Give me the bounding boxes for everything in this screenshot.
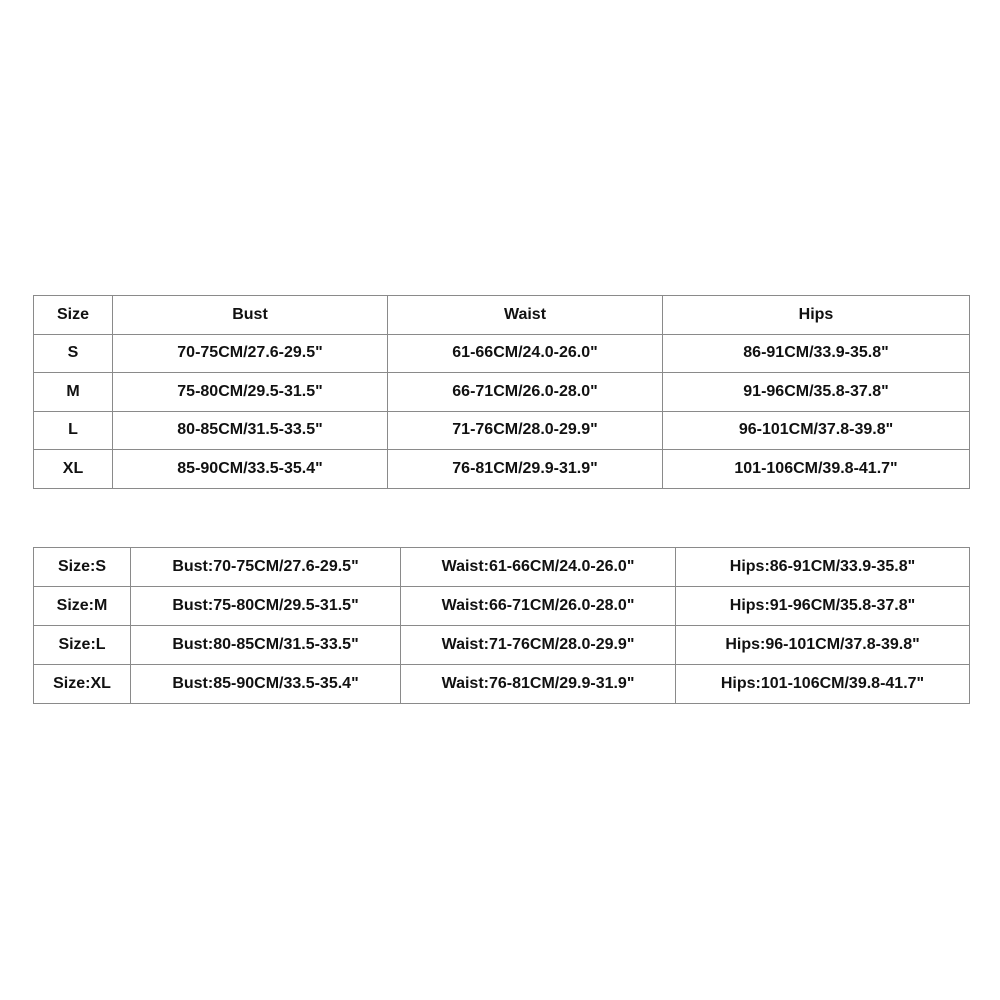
size-cell: XL	[34, 450, 113, 489]
bust-cell: Bust:75-80CM/29.5-31.5"	[131, 587, 401, 626]
size-cell: Size:S	[34, 548, 131, 587]
header-size: Size	[34, 296, 113, 335]
size-cell: Size:L	[34, 626, 131, 665]
table-row	[34, 450, 970, 489]
waist-cell: Waist:61-66CM/24.0-26.0"	[401, 548, 676, 587]
header-waist: Waist	[388, 296, 663, 335]
hips-cell: Hips:91-96CM/35.8-37.8"	[676, 587, 970, 626]
bust-cell: 70-75CM/27.6-29.5"	[113, 334, 388, 373]
hips-cell: 91-96CM/35.8-37.8"	[663, 373, 970, 412]
table-row	[34, 334, 970, 373]
waist-cell: 66-71CM/26.0-28.0"	[388, 373, 663, 412]
table-row	[34, 665, 970, 704]
header-hips: Hips	[663, 296, 970, 335]
waist-cell: Waist:76-81CM/29.9-31.9"	[401, 665, 676, 704]
bust-cell: Bust:80-85CM/31.5-33.5"	[131, 626, 401, 665]
waist-cell: Waist:66-71CM/26.0-28.0"	[401, 587, 676, 626]
bust-cell: 85-90CM/33.5-35.4"	[113, 450, 388, 489]
table-row	[34, 373, 970, 412]
bust-cell: Bust:70-75CM/27.6-29.5"	[131, 548, 401, 587]
table-header-row	[34, 296, 970, 335]
hips-cell: Hips:86-91CM/33.9-35.8"	[676, 548, 970, 587]
header-bust: Bust	[113, 296, 388, 335]
hips-cell: 96-101CM/37.8-39.8"	[663, 411, 970, 450]
table-row	[34, 548, 970, 587]
waist-cell: Waist:71-76CM/28.0-29.9"	[401, 626, 676, 665]
size-cell: Size:M	[34, 587, 131, 626]
bust-cell: Bust:85-90CM/33.5-35.4"	[131, 665, 401, 704]
bust-cell: 80-85CM/31.5-33.5"	[113, 411, 388, 450]
size-cell: L	[34, 411, 113, 450]
waist-cell: 71-76CM/28.0-29.9"	[388, 411, 663, 450]
waist-cell: 61-66CM/24.0-26.0"	[388, 334, 663, 373]
size-cell: M	[34, 373, 113, 412]
waist-cell: 76-81CM/29.9-31.9"	[388, 450, 663, 489]
table-row	[34, 411, 970, 450]
table-row	[34, 626, 970, 665]
bust-cell: 75-80CM/29.5-31.5"	[113, 373, 388, 412]
hips-cell: Hips:101-106CM/39.8-41.7"	[676, 665, 970, 704]
size-cell: Size:XL	[34, 665, 131, 704]
hips-cell: Hips:96-101CM/37.8-39.8"	[676, 626, 970, 665]
size-chart-labeled-table	[33, 547, 970, 704]
table-row	[34, 587, 970, 626]
size-chart-table	[33, 295, 970, 489]
hips-cell: 101-106CM/39.8-41.7"	[663, 450, 970, 489]
hips-cell: 86-91CM/33.9-35.8"	[663, 334, 970, 373]
size-cell: S	[34, 334, 113, 373]
